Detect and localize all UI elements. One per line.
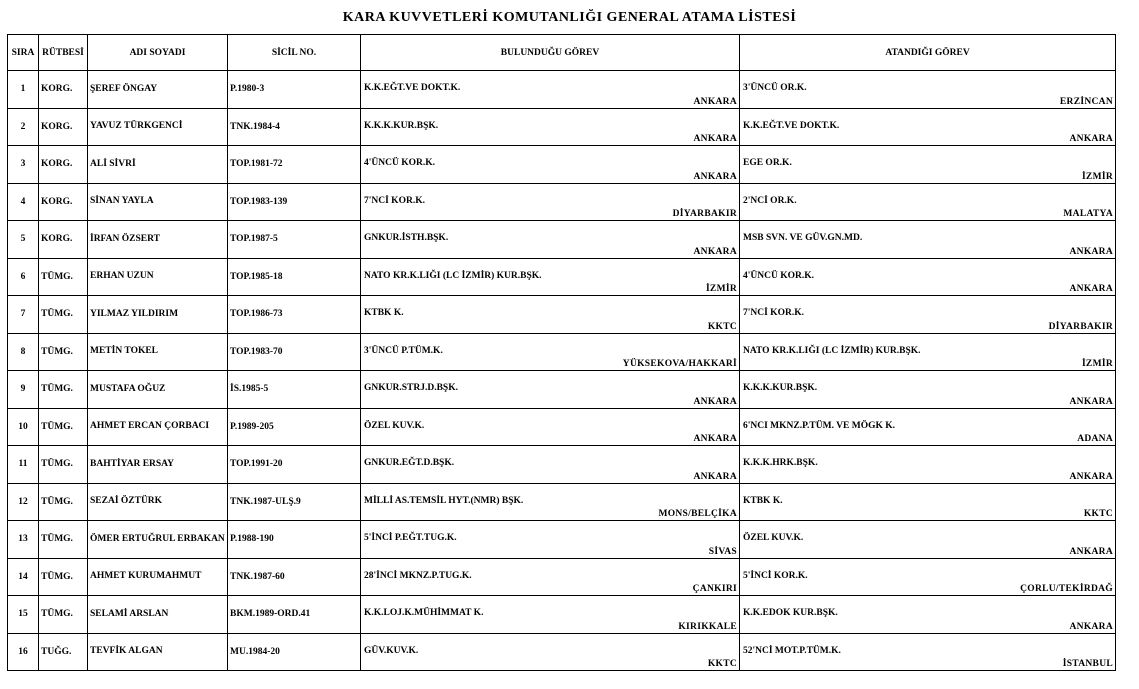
table-row xyxy=(8,108,1116,146)
assigned-post-unit: K.K.EDOK KUR.BŞK. xyxy=(743,608,838,618)
table-row xyxy=(8,371,1116,409)
row-registry-no: P.1988-190 xyxy=(228,521,361,559)
assigned-post-unit: EGE OR.K. xyxy=(743,158,792,168)
row-current-post xyxy=(361,146,740,184)
current-post-city: ANKARA xyxy=(693,471,737,482)
assigned-post-city: ÇORLU/TEKİRDAĞ xyxy=(1020,584,1113,594)
table-row xyxy=(8,183,1116,221)
row-registry-no: TNK.1987-ULŞ.9 xyxy=(228,483,361,521)
current-post-city: KKTC xyxy=(707,321,737,332)
current-post-unit: K.K.K.KUR.BŞK. xyxy=(364,120,439,131)
row-rank: KORG. xyxy=(39,183,88,221)
row-current-post xyxy=(361,258,740,296)
header-row xyxy=(8,35,1116,71)
row-number: 4 xyxy=(8,183,39,221)
row-full-name: YAVUZ TÜRKGENCİ xyxy=(88,108,228,146)
row-number: 1 xyxy=(8,71,39,109)
table-row xyxy=(8,333,1116,371)
row-current-post xyxy=(361,296,740,334)
row-number: 2 xyxy=(8,108,39,146)
row-assigned-post xyxy=(740,258,1116,296)
row-assigned-post xyxy=(740,596,1116,634)
assigned-post-city: KKTC xyxy=(1083,509,1113,519)
row-assigned-post xyxy=(740,221,1116,259)
row-registry-no: TOP.1985-18 xyxy=(228,258,361,296)
table-row xyxy=(8,521,1116,559)
row-rank: TÜMG. xyxy=(39,558,88,596)
general-assignment-table xyxy=(7,34,1116,671)
row-current-post xyxy=(361,521,740,559)
row-current-post xyxy=(361,483,740,521)
row-assigned-post xyxy=(740,71,1116,109)
row-rank: KORG. xyxy=(39,108,88,146)
current-post-city: İZMİR xyxy=(705,284,737,294)
row-registry-no: TOP.1981-72 xyxy=(228,146,361,184)
row-registry-no: TOP.1983-139 xyxy=(228,183,361,221)
row-full-name: ÖMER ERTUĞRUL ERBAKAN xyxy=(88,521,228,559)
row-full-name: MUSTAFA OĞUZ xyxy=(88,371,228,409)
assigned-post-unit: 2'NCİ OR.K. xyxy=(743,195,797,206)
row-registry-no: TOP.1987-5 xyxy=(228,221,361,259)
header-sira: SIRA xyxy=(8,35,39,71)
row-number: 16 xyxy=(8,633,39,671)
current-post-unit: GNKUR.STRJ.D.BŞK. xyxy=(364,383,458,393)
row-full-name: ERHAN UZUN xyxy=(88,258,228,296)
row-full-name: TEVFİK ALGAN xyxy=(88,633,228,671)
current-post-city: DİYARBAKIR xyxy=(672,209,737,219)
assigned-post-unit: ÖZEL KUV.K. xyxy=(743,533,804,543)
assigned-post-unit: 4'ÜNCÜ KOR.K. xyxy=(743,270,814,281)
assigned-post-unit: K.K.K.KUR.BŞK. xyxy=(743,383,818,393)
assigned-post-unit: NATO KR.K.LIĞI (LC İZMİR) KUR.BŞK. xyxy=(743,345,921,356)
current-post-city: ANKARA xyxy=(693,171,737,182)
row-full-name: SELAMİ ARSLAN xyxy=(88,596,228,634)
current-post-unit: K.K.LOJ.K.MÜHİMMAT K. xyxy=(364,608,484,618)
assigned-post-unit: 52'NCİ MOT.P.TÜM.K. xyxy=(743,645,841,656)
row-rank: TÜMG. xyxy=(39,333,88,371)
row-registry-no: P.1980-3 xyxy=(228,71,361,109)
row-number: 14 xyxy=(8,558,39,596)
current-post-unit: MİLLİ AS.TEMSİL HYT.(NMR) BŞK. xyxy=(364,495,524,506)
row-current-post xyxy=(361,371,740,409)
row-number: 13 xyxy=(8,521,39,559)
row-rank: TÜMG. xyxy=(39,521,88,559)
row-current-post xyxy=(361,71,740,109)
document-title: KARA KUVVETLERİ KOMUTANLIĞI GENERAL ATAMA LİSTESİ xyxy=(342,10,797,25)
header-bulundugu-gorev: BULUNDUĞU GÖREV xyxy=(361,35,740,71)
assigned-post-unit: 3'ÜNCÜ OR.K. xyxy=(743,83,807,93)
assigned-post-city: ANKARA xyxy=(1069,396,1113,407)
row-current-post xyxy=(361,221,740,259)
row-rank: TUĞG. xyxy=(39,633,88,671)
current-post-unit: 7'NCİ KOR.K. xyxy=(364,195,425,206)
current-post-city: ANKARA xyxy=(693,434,737,444)
assigned-post-unit: 7'NCİ KOR.K. xyxy=(743,308,804,318)
table-row xyxy=(8,483,1116,521)
row-full-name: SİNAN YAYLA xyxy=(88,183,228,221)
current-post-city: ANKARA xyxy=(693,134,737,144)
row-registry-no: P.1989-205 xyxy=(228,408,361,446)
assigned-post-city: ANKARA xyxy=(1069,284,1113,294)
row-number: 9 xyxy=(8,371,39,409)
assigned-post-city: DİYARBAKIR xyxy=(1048,321,1113,332)
row-rank: KORG. xyxy=(39,71,88,109)
current-post-unit: GNKUR.İSTH.BŞK. xyxy=(364,233,449,243)
row-number: 11 xyxy=(8,446,39,484)
table-row xyxy=(8,296,1116,334)
assigned-post-unit: KTBK K. xyxy=(743,495,783,506)
row-number: 15 xyxy=(8,596,39,634)
row-assigned-post xyxy=(740,108,1116,146)
current-post-unit: KTBK K. xyxy=(364,308,404,318)
row-current-post xyxy=(361,408,740,446)
current-post-unit: 3'ÜNCÜ P.TÜM.K. xyxy=(364,345,443,356)
assigned-post-city: ADANA xyxy=(1077,434,1113,444)
row-assigned-post xyxy=(740,633,1116,671)
assigned-post-city: ANKARA xyxy=(1069,546,1113,557)
row-assigned-post xyxy=(740,371,1116,409)
row-full-name: BAHTİYAR ERSAY xyxy=(88,446,228,484)
assigned-post-city: İZMİR xyxy=(1081,171,1113,182)
table-row xyxy=(8,596,1116,634)
row-rank: TÜMG. xyxy=(39,446,88,484)
row-number: 7 xyxy=(8,296,39,334)
table-row xyxy=(8,258,1116,296)
table-row xyxy=(8,446,1116,484)
current-post-unit: 4'ÜNCÜ KOR.K. xyxy=(364,158,435,168)
current-post-city: MONS/BELÇİKA xyxy=(658,509,737,519)
current-post-unit: GÜV.KUV.K. xyxy=(364,645,419,656)
row-rank: TÜMG. xyxy=(39,483,88,521)
assigned-post-city: ANKARA xyxy=(1069,246,1113,257)
row-rank: KORG. xyxy=(39,146,88,184)
table-row xyxy=(8,71,1116,109)
row-assigned-post xyxy=(740,483,1116,521)
assigned-post-city: ANKARA xyxy=(1069,134,1113,144)
current-post-city: ÇANKIRI xyxy=(692,584,737,594)
assigned-post-city: ANKARA xyxy=(1069,621,1113,632)
row-full-name: AHMET ERCAN ÇORBACI xyxy=(88,408,228,446)
assigned-post-city: İSTANBUL xyxy=(1062,659,1113,669)
row-full-name: ŞEREF ÖNGAY xyxy=(88,71,228,109)
table-row xyxy=(8,221,1116,259)
table-row xyxy=(8,408,1116,446)
row-current-post xyxy=(361,558,740,596)
table-row xyxy=(8,633,1116,671)
row-registry-no: TOP.1991-20 xyxy=(228,446,361,484)
current-post-city: KKTC xyxy=(707,659,737,669)
current-post-unit: 28'İNCİ MKNZ.P.TUG.K. xyxy=(364,570,472,581)
table-row xyxy=(8,558,1116,596)
row-registry-no: TNK.1984-4 xyxy=(228,108,361,146)
row-rank: TÜMG. xyxy=(39,258,88,296)
row-number: 3 xyxy=(8,146,39,184)
row-assigned-post xyxy=(740,408,1116,446)
assigned-post-city: İZMİR xyxy=(1081,359,1113,369)
row-rank: TÜMG. xyxy=(39,596,88,634)
header-atandigi-gorev: ATANDIĞI GÖREV xyxy=(740,35,1116,71)
header-adi-soyadi: ADI SOYADI xyxy=(88,35,228,71)
assigned-post-unit: 6'NCI MKNZ.P.TÜM. VE MÖGK K. xyxy=(743,420,896,431)
current-post-city: ANKARA xyxy=(693,96,737,107)
assigned-post-unit: MSB SVN. VE GÜV.GN.MD. xyxy=(743,233,863,243)
row-current-post xyxy=(361,446,740,484)
current-post-city: KIRIKKALE xyxy=(678,621,737,632)
row-assigned-post xyxy=(740,183,1116,221)
header-sicil: SİCİL NO. xyxy=(228,35,361,71)
row-number: 6 xyxy=(8,258,39,296)
row-full-name: YILMAZ YILDIRIM xyxy=(88,296,228,334)
row-number: 12 xyxy=(8,483,39,521)
row-full-name: AHMET KURUMAHMUT xyxy=(88,558,228,596)
row-full-name: ALİ SİVRİ xyxy=(88,146,228,184)
row-current-post xyxy=(361,333,740,371)
row-full-name: İRFAN ÖZSERT xyxy=(88,221,228,259)
current-post-city: ANKARA xyxy=(693,396,737,407)
table-row xyxy=(8,146,1116,184)
current-post-city: YÜKSEKOVA/HAKKARİ xyxy=(622,359,737,369)
row-current-post xyxy=(361,596,740,634)
row-assigned-post xyxy=(740,333,1116,371)
row-rank: KORG. xyxy=(39,221,88,259)
row-registry-no: BKM.1989-ORD.41 xyxy=(228,596,361,634)
assigned-post-city: ERZİNCAN xyxy=(1059,96,1113,107)
current-post-unit: K.K.EĞT.VE DOKT.K. xyxy=(364,83,461,93)
row-registry-no: TOP.1986-73 xyxy=(228,296,361,334)
assigned-post-unit: K.K.EĞT.VE DOKT.K. xyxy=(743,120,840,131)
assigned-post-unit: K.K.K.HRK.BŞK. xyxy=(743,458,818,468)
current-post-unit: ÖZEL KUV.K. xyxy=(364,420,425,431)
header-rutbe: RÜTBESİ xyxy=(39,35,88,71)
row-rank: TÜMG. xyxy=(39,296,88,334)
row-assigned-post xyxy=(740,146,1116,184)
row-full-name: SEZAİ ÖZTÜRK xyxy=(88,483,228,521)
row-current-post xyxy=(361,633,740,671)
assigned-post-unit: 5'İNCİ KOR.K. xyxy=(743,570,808,581)
row-number: 8 xyxy=(8,333,39,371)
row-current-post xyxy=(361,108,740,146)
row-assigned-post xyxy=(740,558,1116,596)
row-number: 10 xyxy=(8,408,39,446)
assigned-post-city: ANKARA xyxy=(1069,471,1113,482)
row-assigned-post xyxy=(740,296,1116,334)
current-post-unit: NATO KR.K.LIĞI (LC İZMİR) KUR.BŞK. xyxy=(364,270,542,281)
row-rank: TÜMG. xyxy=(39,371,88,409)
current-post-unit: GNKUR.EĞT.D.BŞK. xyxy=(364,458,455,468)
row-registry-no: MU.1984-20 xyxy=(228,633,361,671)
row-registry-no: TOP.1983-70 xyxy=(228,333,361,371)
row-number: 5 xyxy=(8,221,39,259)
row-rank: TÜMG. xyxy=(39,408,88,446)
row-registry-no: İS.1985-5 xyxy=(228,371,361,409)
row-current-post xyxy=(361,183,740,221)
row-full-name: METİN TOKEL xyxy=(88,333,228,371)
row-assigned-post xyxy=(740,521,1116,559)
current-post-city: SİVAS xyxy=(708,546,737,557)
current-post-city: ANKARA xyxy=(693,246,737,257)
row-assigned-post xyxy=(740,446,1116,484)
assigned-post-city: MALATYA xyxy=(1063,209,1113,219)
row-registry-no: TNK.1987-60 xyxy=(228,558,361,596)
current-post-unit: 5'İNCİ P.EĞT.TUG.K. xyxy=(364,533,457,543)
